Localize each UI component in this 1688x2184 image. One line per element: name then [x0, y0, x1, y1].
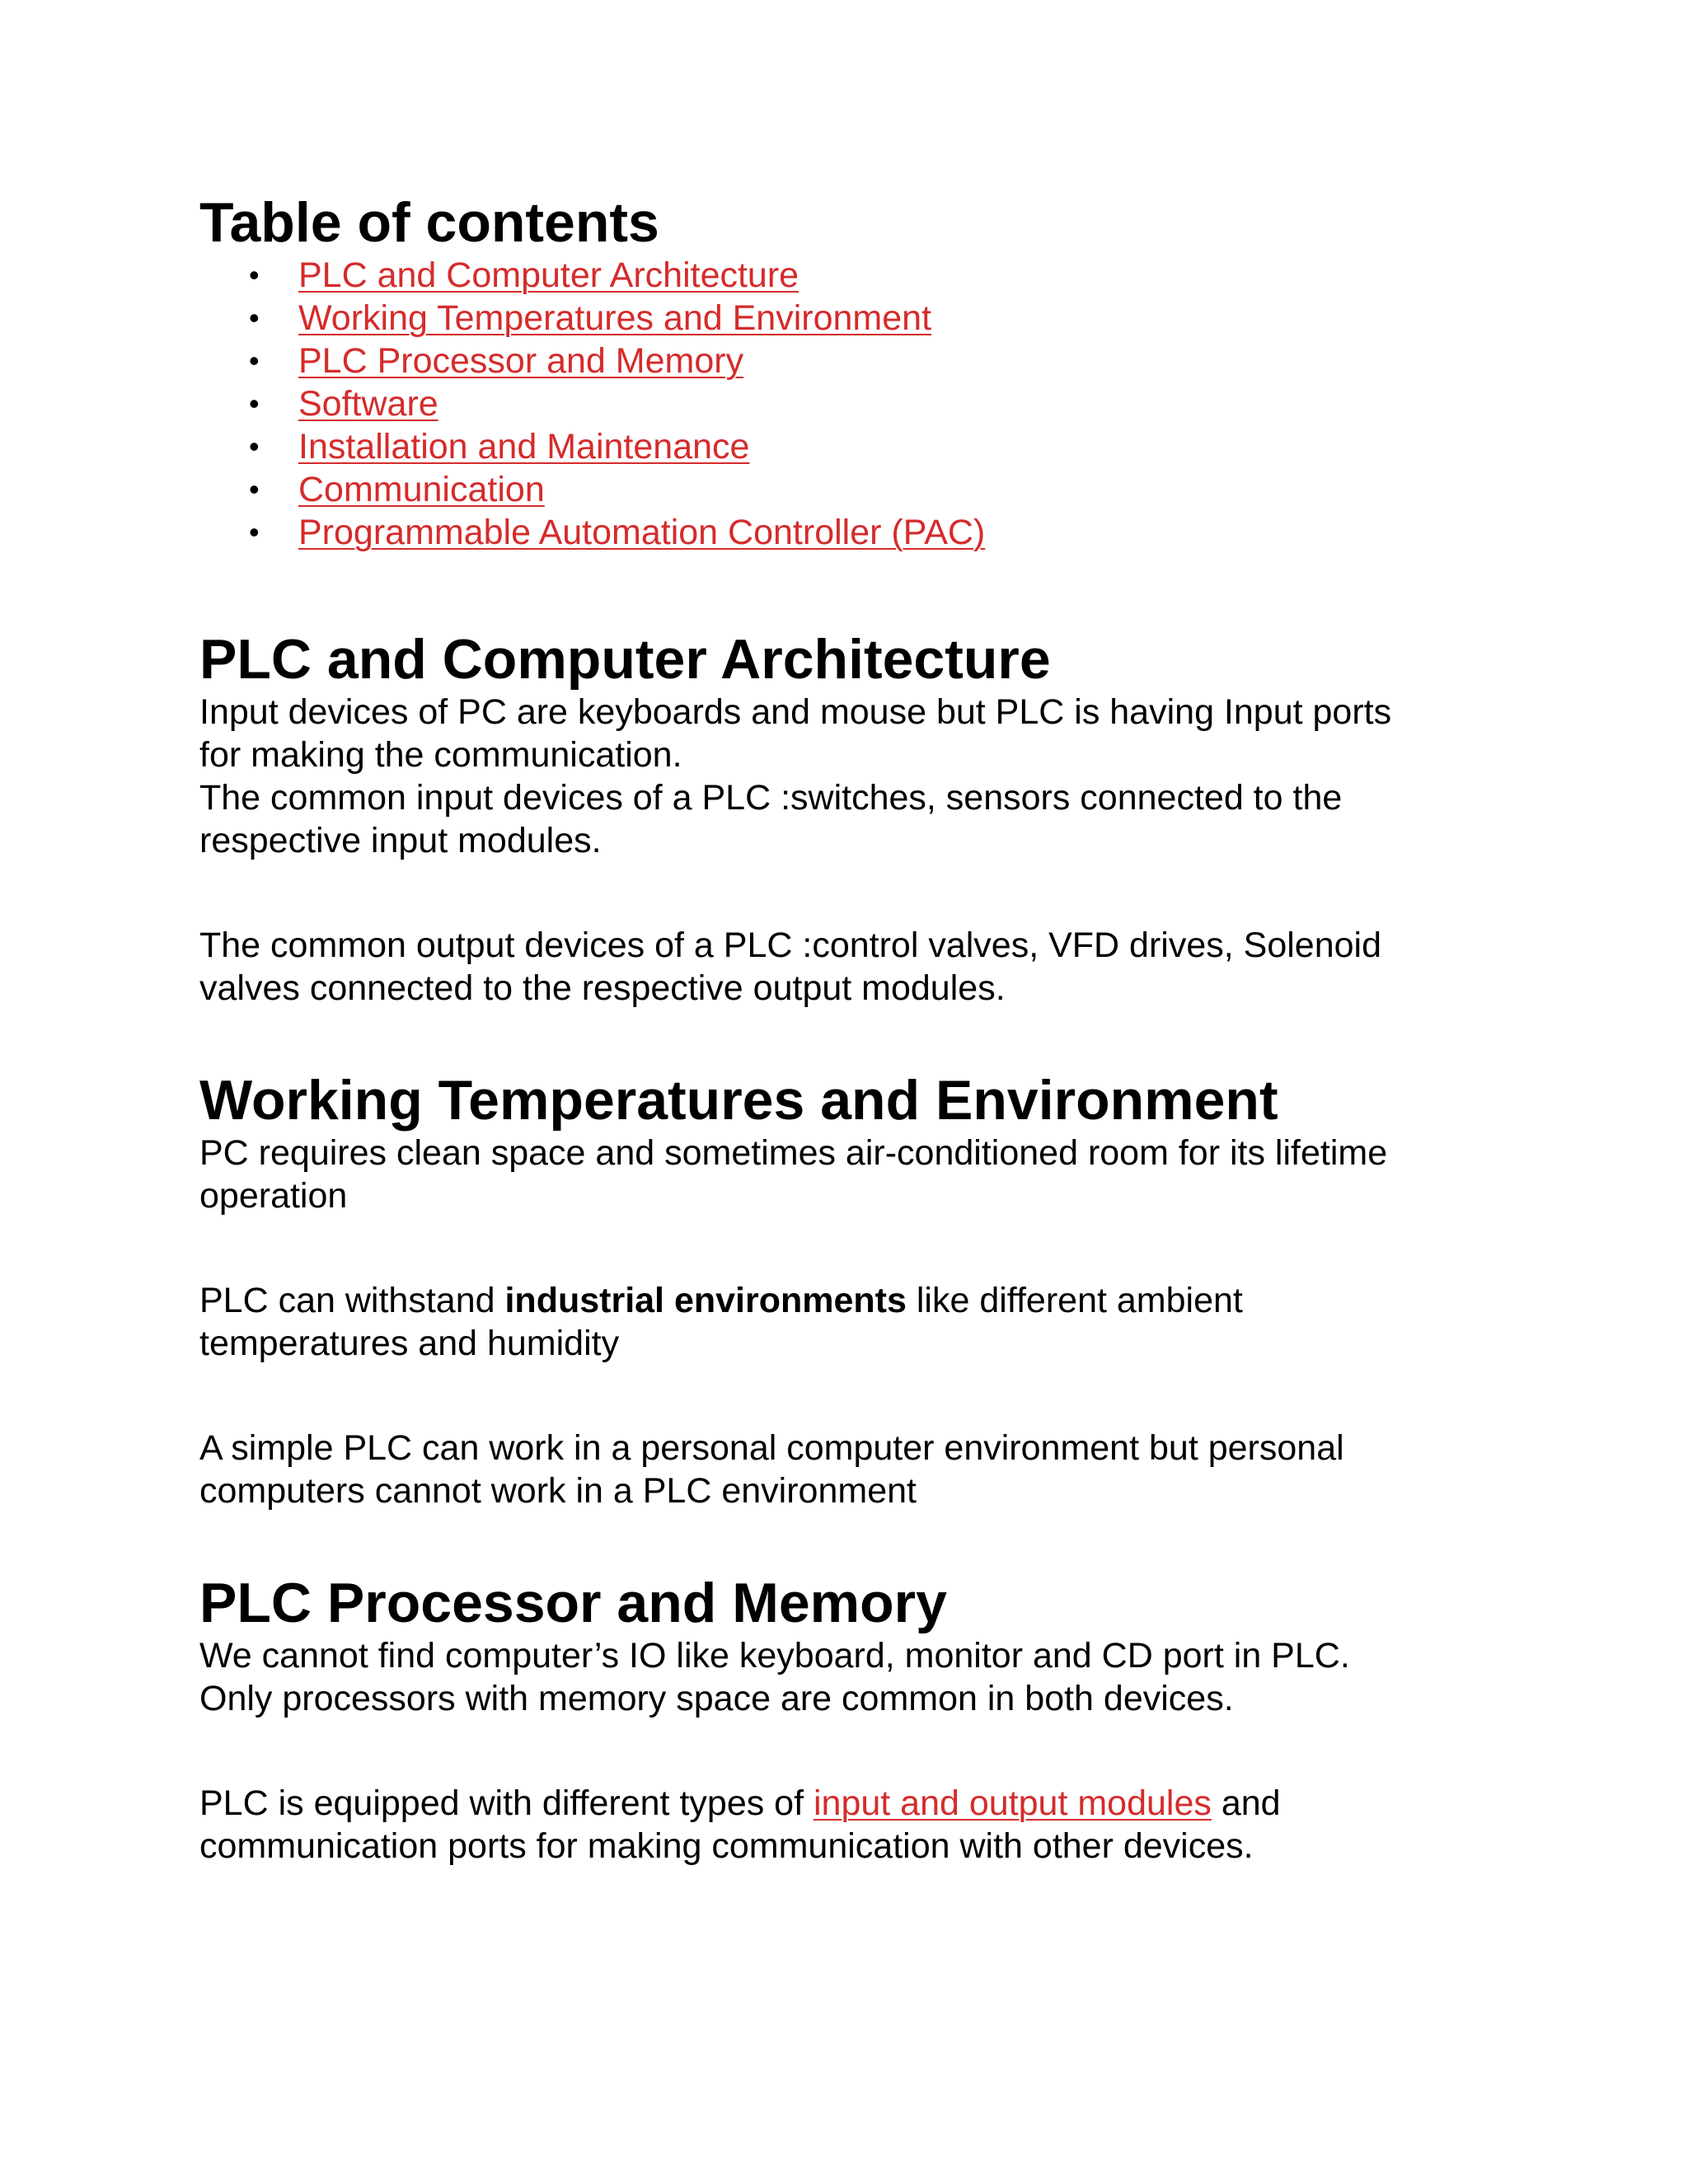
spacer	[199, 1365, 1518, 1427]
text-fragment: like different ambient	[906, 1281, 1243, 1320]
text-line: for making the communication.	[199, 735, 682, 775]
paragraph	[199, 1132, 1518, 1217]
toc-item	[199, 511, 1518, 554]
spacer	[199, 1720, 1518, 1782]
toc-link-environment[interactable]: Working Temperatures and Environment	[298, 298, 932, 338]
text-line: The common output devices of a PLC :control valves, VFD drives, Solenoid	[199, 926, 1382, 965]
text-line: Input devices of PC are keyboards and mouse but PLC is having Input ports	[199, 692, 1392, 732]
spacer	[199, 862, 1518, 924]
toc-link-architecture[interactable]: PLC and Computer Architecture	[298, 255, 799, 295]
toc-link-processor[interactable]: PLC Processor and Memory	[298, 341, 744, 381]
text-line: PC requires clean space and sometimes air-conditioned room for its lifetime	[199, 1133, 1388, 1173]
section-title-environment: Working Temperatures and Environment	[199, 1069, 1278, 1132]
toc-item	[199, 297, 1518, 340]
toc-link-software[interactable]: Software	[298, 384, 438, 424]
text-line: operation	[199, 1176, 348, 1216]
bullet-icon: •	[249, 429, 260, 463]
toc-item	[199, 468, 1518, 511]
toc-link-installation[interactable]: Installation and Maintenance	[298, 427, 750, 466]
toc-item	[199, 382, 1518, 425]
bullet-icon: •	[249, 472, 260, 506]
spacer	[199, 1010, 1518, 1069]
toc-list	[199, 254, 1518, 554]
paragraph	[199, 691, 1518, 862]
spacer	[199, 554, 1518, 628]
text-line: valves connected to the respective output modules.	[199, 968, 1006, 1008]
text-line: computers cannot work in a PLC environment	[199, 1471, 917, 1511]
document-content	[199, 191, 1518, 1868]
text-line: The common input devices of a PLC :switches, sensors connected to the	[199, 778, 1343, 818]
bullet-icon: •	[249, 387, 260, 420]
toc-item	[199, 254, 1518, 297]
text-line: communication ports for making communication with other devices.	[199, 1826, 1254, 1866]
toc-link-communication[interactable]: Communication	[298, 470, 545, 509]
spacer	[199, 1217, 1518, 1279]
bullet-icon: •	[249, 258, 260, 292]
text-fragment: PLC can withstand	[199, 1281, 505, 1320]
text-line: Only processors with memory space are common in both devices.	[199, 1679, 1234, 1718]
text-fragment: and	[1211, 1783, 1281, 1823]
paragraph	[199, 1782, 1518, 1868]
toc-link-pac[interactable]: Programmable Automation Controller (PAC)	[298, 513, 986, 552]
text-line: temperatures and humidity	[199, 1324, 620, 1363]
toc-item	[199, 340, 1518, 382]
paragraph	[199, 1634, 1518, 1720]
toc-item	[199, 425, 1518, 468]
spacer	[199, 1512, 1518, 1572]
text-line: respective input modules.	[199, 821, 602, 860]
text-line: A simple PLC can work in a personal computer environment but personal	[199, 1428, 1344, 1468]
bold-text: industrial environments	[504, 1281, 907, 1320]
section-title-processor: PLC Processor and Memory	[199, 1572, 947, 1634]
bullet-icon: •	[249, 301, 260, 335]
paragraph	[199, 1279, 1518, 1365]
text-fragment: PLC is equipped with different types of	[199, 1783, 814, 1823]
paragraph	[199, 1427, 1518, 1512]
io-modules-link[interactable]: input and output modules	[813, 1783, 1212, 1823]
bullet-icon: •	[249, 344, 260, 377]
paragraph	[199, 924, 1518, 1010]
text-line: We cannot find computer’s IO like keyboard, monitor and CD port in PLC.	[199, 1636, 1350, 1675]
section-title-architecture: PLC and Computer Architecture	[199, 628, 1051, 691]
toc-title: Table of contents	[199, 191, 659, 254]
bullet-icon: •	[249, 515, 260, 549]
